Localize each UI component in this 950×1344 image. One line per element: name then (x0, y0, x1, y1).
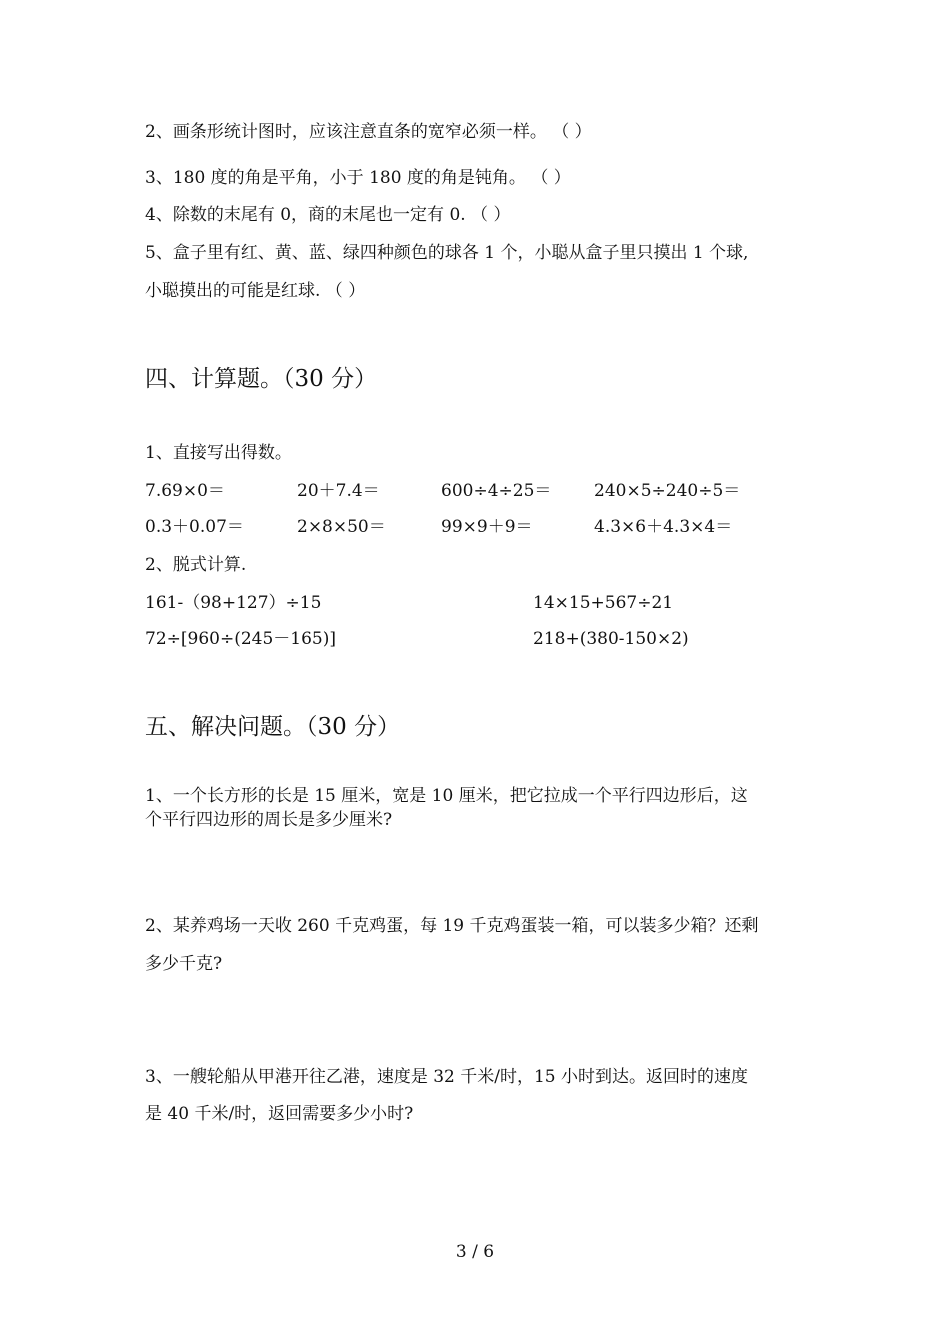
judge-item-2: 2、画条形统计图时，应该注意直条的宽窄必须一样。 （ ） (145, 122, 592, 142)
direct-calc-item: 99×9＋9＝ (441, 517, 533, 537)
step-calc-item: 72÷[960÷(245－165)] (145, 629, 336, 649)
step-calc-label: 2、脱式计算. (145, 555, 247, 575)
direct-calc-item: 0.3＋0.07＝ (145, 517, 244, 537)
page-number: 3 / 6 (455, 1242, 495, 1262)
direct-calc-item: 4.3×6＋4.3×4＝ (594, 517, 733, 537)
direct-calc-item: 20＋7.4＝ (297, 481, 380, 501)
step-calc-item: 218+(380-150×2) (533, 629, 689, 649)
direct-calc-item: 240×5÷240÷5＝ (594, 481, 741, 501)
problem-3-line2: 是 40 千米/时，返回需要多少小时? (145, 1104, 414, 1124)
problem-2-line1: 2、某养鸡场一天收 260 千克鸡蛋，每 19 千克鸡蛋装一箱，可以装多少箱？还剩 (145, 916, 759, 936)
problem-1-line1: 1、一个长方形的长是 15 厘米，宽是 10 厘米，把它拉成一个平行四边形后，这 (145, 786, 748, 806)
section-4-heading: 四、计算题。（30 分） (145, 366, 378, 392)
judge-item-3: 3、180 度的角是平角，小于 180 度的角是钝角。 （ ） (145, 168, 571, 188)
step-calc-item: 14×15+567÷21 (533, 593, 674, 613)
step-calc-item: 161-（98+127）÷15 (145, 593, 322, 613)
judge-item-5-line2: 小聪摸出的可能是红球. （ ） (145, 281, 366, 301)
direct-calc-item: 600÷4÷25＝ (441, 481, 552, 501)
direct-calc-item: 7.69×0＝ (145, 481, 225, 501)
judge-item-4: 4、除数的末尾有 0，商的末尾也一定有 0. （ ） (145, 205, 511, 225)
section-5-heading: 五、解决问题。（30 分） (145, 714, 401, 740)
direct-calc-item: 2×8×50＝ (297, 517, 386, 537)
problem-2-line2: 多少千克? (145, 954, 223, 974)
problem-3-line1: 3、一艘轮船从甲港开往乙港，速度是 32 千米/时，15 小时到达。返回时的速度 (145, 1067, 749, 1087)
problem-1-line2: 个平行四边形的周长是多少厘米? (145, 810, 393, 830)
direct-calc-label: 1、直接写出得数。 (145, 443, 292, 463)
judge-item-5-line1: 5、盒子里有红、黄、蓝、绿四种颜色的球各 1 个，小聪从盒子里只摸出 1 个球, (145, 243, 749, 263)
